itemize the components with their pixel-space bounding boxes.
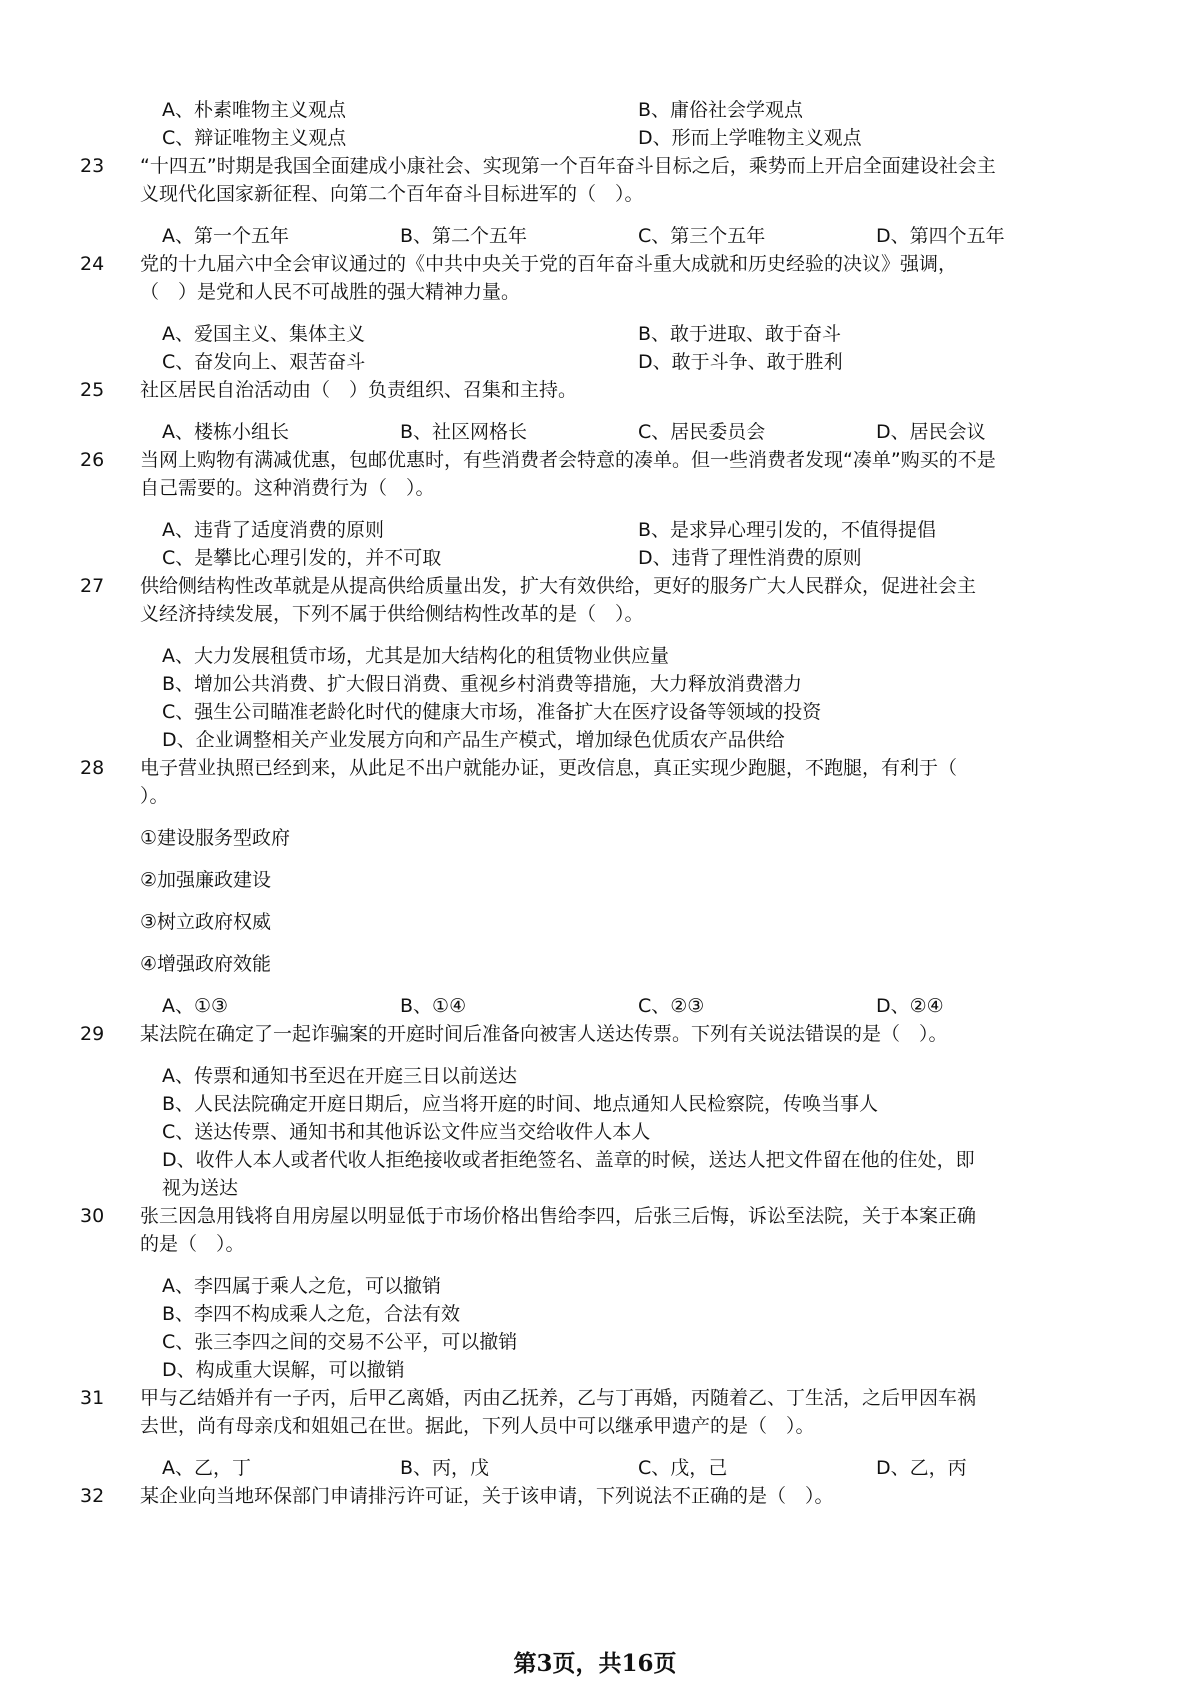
page-footer: 第3页，共16页 [513, 1650, 677, 1677]
q26-text-line-2: 自己需要的。这种消费行为（ ）。 [140, 477, 435, 499]
q27-option-c: C、强生公司瞄准老龄化时代的健康大市场，准备扩大在医疗设备等领域的投资 [162, 701, 822, 723]
q29-option-c: C、送达传票、通知书和其他诉讼文件应当交给收件人本人 [162, 1121, 651, 1143]
q25-text-line-1: 社区居民自治活动由（ ）负责组织、召集和主持。 [140, 379, 578, 401]
q22-option-d: D、形而上学唯物主义观点 [638, 127, 862, 149]
q28-item-3: ③树立政府权威 [140, 911, 272, 933]
q28-item-4: ④增强政府效能 [140, 953, 272, 975]
q27-number: 27 [80, 575, 105, 597]
q30-text-line-1: 张三因急用钱将自用房屋以明显低于市场价格出售给李四，后张三后悔，诉讼至法院，关于本案正确 [140, 1205, 977, 1227]
q28-item-1: ①建设服务型政府 [140, 827, 291, 849]
q30-option-a: A、李四属于乘人之危，可以撤销 [162, 1275, 441, 1297]
q29-option-a: A、传票和通知书至迟在开庭三日以前送达 [162, 1065, 517, 1087]
q23-text-line-2: 义现代化国家新征程、向第二个百年奋斗目标进军的（ ）。 [140, 183, 644, 205]
q24-text-line-1: 党的十九届六中全会审议通过的《中共中央关于党的百年奋斗重大成就和历史经验的决议》强调， [140, 253, 958, 275]
q25-option-a: A、楼栋小组长 [162, 421, 289, 443]
q29-number: 29 [80, 1023, 105, 1045]
q27-option-d: D、企业调整相关产业发展方向和产品生产模式，增加绿色优质农产品供给 [162, 729, 785, 751]
q24-option-d: D、敢于斗争、敢于胜利 [638, 351, 843, 373]
q28-text-line-1: 电子营业执照已经到来，从此足不出户就能办证，更改信息，真正实现少跑腿，不跑腿，有利于（ [140, 757, 958, 779]
q26-option-b: B、是求异心理引发的，不值得提倡 [638, 519, 937, 541]
q31-text-line-1: 甲与乙结婚并有一子丙，后甲乙离婚，丙由乙抚养，乙与丁再婚，丙随着乙、丁生活，之后甲因车祸 [140, 1387, 977, 1409]
q28-option-b: B、①④ [400, 995, 467, 1017]
q31-option-b: B、丙，戊 [400, 1457, 490, 1479]
q31-number: 31 [80, 1387, 105, 1409]
q29-option-d-continued: 视为送达 [162, 1177, 239, 1199]
q28-option-c: C、②③ [638, 995, 705, 1017]
q24-text-line-2: （ ）是党和人民不可战胜的强大精神力量。 [140, 281, 521, 303]
q24-number: 24 [80, 253, 105, 275]
q27-option-b: B、增加公共消费、扩大假日消费、重视乡村消费等措施，大力释放消费潜力 [162, 673, 803, 695]
q27-text-line-2: 义经济持续发展，下列不属于供给侧结构性改革的是（ ）。 [140, 603, 644, 625]
q32-text-line-1: 某企业向当地环保部门申请排污许可证，关于该申请，下列说法不正确的是（ ）。 [140, 1485, 834, 1507]
q26-number: 26 [80, 449, 105, 471]
q27-option-a: A、大力发展租赁市场，尤其是加大结构化的租赁物业供应量 [162, 645, 669, 667]
q23-option-b: B、第二个五年 [400, 225, 528, 247]
q30-text-line-2: 的是（ ）。 [140, 1233, 245, 1255]
q31-option-a: A、乙，丁 [162, 1457, 251, 1479]
q30-option-c: C、张三李四之间的交易不公平，可以撤销 [162, 1331, 518, 1353]
q28-number: 28 [80, 757, 105, 779]
q28-option-a: A、①③ [162, 995, 229, 1017]
q23-option-c: C、第三个五年 [638, 225, 766, 247]
q25-option-b: B、社区网格长 [400, 421, 528, 443]
q25-option-c: C、居民委员会 [638, 421, 766, 443]
q24-option-a: A、爱国主义、集体主义 [162, 323, 365, 345]
q26-option-c: C、是攀比心理引发的，并不可取 [162, 547, 442, 569]
q23-option-a: A、第一个五年 [162, 225, 289, 247]
q22-option-c: C、辩证唯物主义观点 [162, 127, 347, 149]
q26-option-a: A、违背了适度消费的原则 [162, 519, 384, 541]
q22-option-b: B、庸俗社会学观点 [638, 99, 804, 121]
q31-text-line-2: 去世，尚有母亲戊和姐姐己在世。据此，下列人员中可以继承甲遗产的是（ ）。 [140, 1415, 815, 1437]
q25-option-d: D、居民会议 [876, 421, 986, 443]
q23-option-d: D、第四个五年 [876, 225, 1005, 247]
q30-option-b: B、李四不构成乘人之危，合法有效 [162, 1303, 461, 1325]
q24-option-b: B、敢于进取、敢于奋斗 [638, 323, 842, 345]
q31-option-c: C、戊，己 [638, 1457, 728, 1479]
q23-number: 23 [80, 155, 105, 177]
q29-option-d: D、收件人本人或者代收人拒绝接收或者拒绝签名、盖章的时候，送达人把文件留在他的住处，即 [162, 1149, 975, 1171]
q28-option-d: D、②④ [876, 995, 944, 1017]
q24-option-c: C、奋发向上、艰苦奋斗 [162, 351, 366, 373]
q29-option-b: B、人民法院确定开庭日期后，应当将开庭的时间、地点通知人民检察院，传唤当事人 [162, 1093, 879, 1115]
q29-text-line-1: 某法院在确定了一起诈骗案的开庭时间后准备向被害人送达传票。下列有关说法错误的是（ ）。 [140, 1023, 948, 1045]
q31-option-d: D、乙，丙 [876, 1457, 967, 1479]
q28-text-line-2: ）。 [140, 785, 169, 807]
q23-text-line-1: “十四五”时期是我国全面建成小康社会、实现第一个百年奋斗目标之后，乘势而上开启全面建设社会主 [140, 155, 996, 177]
q32-number: 32 [80, 1485, 105, 1507]
q30-option-d: D、构成重大误解，可以撤销 [162, 1359, 405, 1381]
q28-item-2: ②加强廉政建设 [140, 869, 272, 891]
q26-text-line-1: 当网上购物有满减优惠，包邮优惠时，有些消费者会特意的凑单。但一些消费者发现“凑单”购买的不是 [140, 449, 996, 471]
q22-option-a: A、朴素唯物主义观点 [162, 99, 346, 121]
q26-option-d: D、违背了理性消费的原则 [638, 547, 862, 569]
q27-text-line-1: 供给侧结构性改革就是从提高供给质量出发，扩大有效供给，更好的服务广大人民群众，促进社会主 [140, 575, 977, 597]
q30-number: 30 [80, 1205, 105, 1227]
q25-number: 25 [80, 379, 105, 401]
